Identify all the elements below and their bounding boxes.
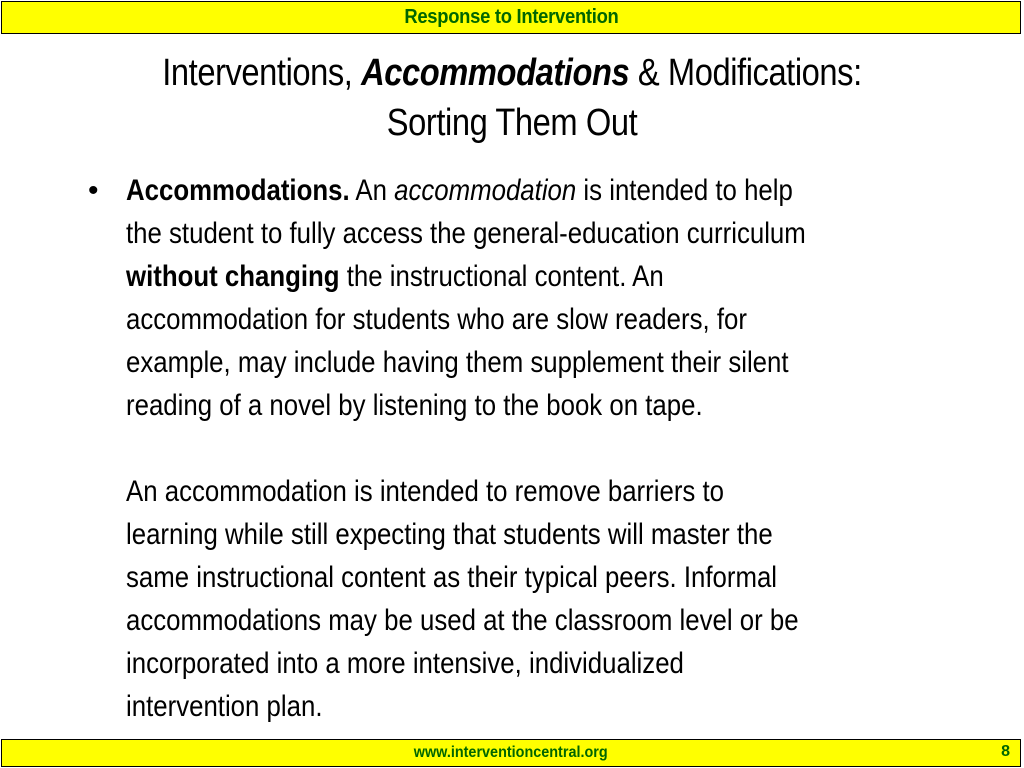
paragraph-1-line-6: reading of a novel by listening to the book on tape. <box>126 389 703 422</box>
line-3-post: the instructional content. An <box>339 260 664 293</box>
bold-phrase: without changing <box>126 260 340 293</box>
paragraph-2-line-1: An accommodation is intended to remove barriers to <box>126 475 725 508</box>
paragraph-1 <box>126 169 995 427</box>
paragraph-1-line-3 <box>126 255 995 298</box>
paragraph-2-line-3: same instructional content as their typical peers. Informal <box>126 561 778 594</box>
title-part-1: Interventions, <box>162 52 362 94</box>
paragraph-1-line-2: the student to fully access the general-education curriculum <box>126 217 806 250</box>
paragraph-1-line-4: accommodation for students who are slow readers, for <box>126 303 747 336</box>
footer-url-link[interactable]: www.interventioncentral.org <box>414 744 608 761</box>
paragraph-2-line-2: learning while still expecting that students will master the <box>126 518 773 551</box>
bullet-icon: • <box>88 174 99 207</box>
footer-banner <box>1 739 1021 767</box>
title-emphasis: Accommodations <box>361 52 630 94</box>
header-banner-text: Response to Intervention <box>403 6 619 28</box>
line-1-pre: An <box>349 174 395 207</box>
paragraph-2 <box>126 470 995 728</box>
title-part-2: & Modifications: <box>629 52 862 94</box>
paragraph-2-line-5: incorporated into a more intensive, individualized <box>126 647 684 680</box>
lead-term: Accommodations. <box>126 174 350 207</box>
paragraph-2-line-6: intervention plan. <box>126 690 323 723</box>
slide-body <box>88 169 1008 728</box>
header-banner <box>1 1 1021 34</box>
paragraph-2-line-4: accommodations may be used at the classroom level or be <box>126 604 799 637</box>
page-number: 8 <box>1001 743 1010 760</box>
paragraph-1-line-5: example, may include having them supplement their silent <box>126 346 789 379</box>
italic-term: accommodation <box>394 174 577 207</box>
title-line-1 <box>89 48 935 98</box>
line-1-post: is intended to help <box>576 174 793 207</box>
slide-title <box>20 48 1004 148</box>
paragraph-1-line-1 <box>126 169 995 212</box>
title-line-2: Sorting Them Out <box>386 102 638 144</box>
